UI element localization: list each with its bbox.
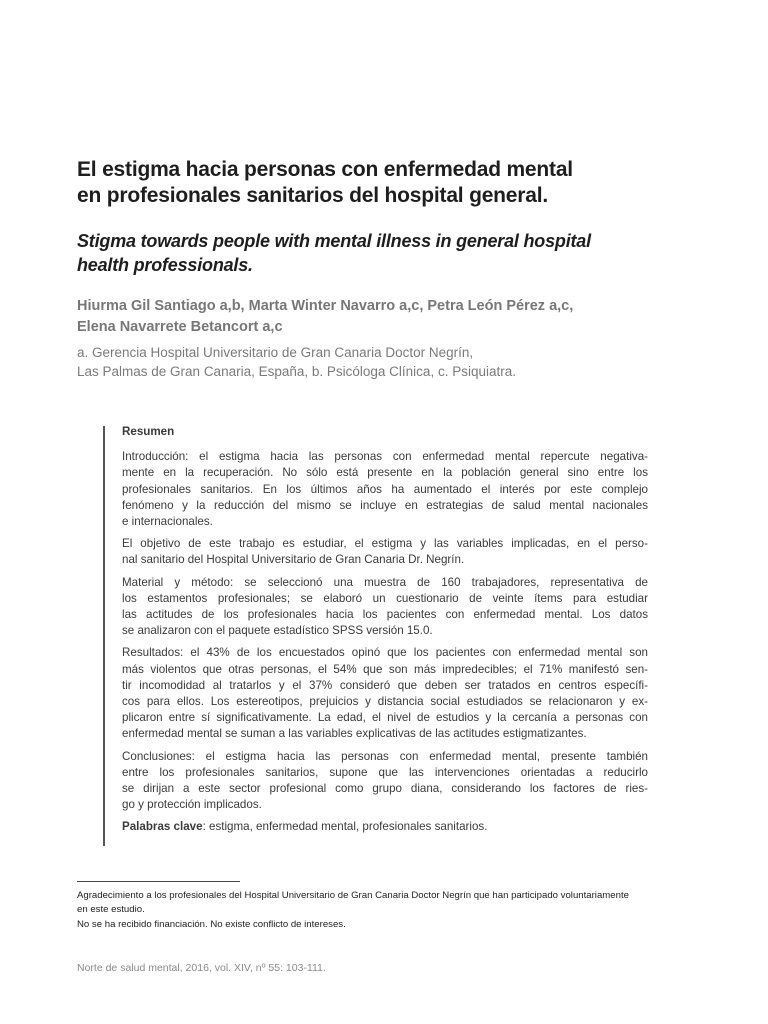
acknowledgement-note (77, 889, 727, 916)
affiliations (77, 343, 717, 381)
abstract-line: entre los profesionales sanitarios, supone que las intervenciones orientadas a reducirlo (122, 765, 648, 779)
footnote-line: en este estudio. (77, 903, 145, 915)
abstract-line: go y protección implicados. (122, 798, 262, 812)
abstract-line: fenómeno y la reducción del mismo se incluye en estrategias de salud mental nacionales (122, 498, 648, 512)
affiliation-line: a. Gerencia Hospital Universitario de Gran Canaria Doctor Negrín, (77, 345, 474, 360)
author-list (77, 296, 717, 338)
title-english-line: Stigma towards people with mental illness in general hospital (77, 231, 591, 251)
abstract-side-rule (103, 426, 105, 846)
title-spanish-line: en profesionales sanitarios del hospital general. (77, 184, 549, 207)
abstract-line: los estamentos profesionales; se elaboró un cuestionario de veinte ítems para estudiar (122, 591, 648, 605)
abstract-keywords (122, 819, 648, 835)
title-english-line: health professionals. (77, 255, 253, 275)
abstract-line: El objetivo de este trabajo es estudiar, el estigma y las variables implicadas, en el perso- (122, 537, 648, 551)
abstract-results (122, 645, 648, 742)
abstract-conclusions (122, 749, 648, 814)
abstract-line: se analizaron con el paquete estadístico SPSS versión 15.0. (122, 624, 433, 638)
keywords-text: : estigma, enfermedad mental, profesionales sanitarios. (202, 820, 488, 834)
affiliation-line: Las Palmas de Gran Canaria, España, b. Psicóloga Clínica, c. Psiquiatra. (77, 364, 516, 379)
article-title-english (77, 229, 697, 277)
abstract-methods (122, 575, 648, 640)
abstract-line: se dirijan a este sector profesional como grupo diana, considerando los factores de ries- (122, 782, 648, 796)
article-title-spanish (77, 157, 697, 209)
abstract-line: más violentos que otras personas, el 54% que son más impredecibles; el 71% manifestó sen- (122, 662, 648, 676)
abstract-introduction (122, 449, 648, 530)
abstract-line: profesionales sanitarios. En los últimos años ha aumentado el interés por este complejo (122, 482, 648, 496)
abstract-line: e internacionales. (122, 515, 213, 529)
author-line: Elena Navarrete Betancort a,c (77, 319, 283, 335)
footnote-rule (77, 881, 240, 882)
abstract-block (122, 424, 648, 842)
abstract-line: cos para ellos. Los estereotipos, prejuicios y distancia social estudiados se relacionaron y ex- (122, 695, 648, 709)
keywords-label: Palabras clave (122, 820, 203, 834)
abstract-objective (122, 536, 648, 568)
footnote-line: Agradecimiento a los profesionales del Hospital Universitario de Gran Canaria Doctor Negrín que han participado voluntariamente (77, 890, 629, 901)
abstract-line: Resultados: el 43% de los encuestados opinó que los pacientes con enfermedad mental son (122, 646, 648, 660)
abstract-line: las actitudes de los profesionales hacia los pacientes con enfermedad mental. Los datos (122, 608, 648, 622)
abstract-line: Conclusiones: el estigma hacia las personas con enfermedad mental, presente también (122, 749, 648, 763)
funding-note (77, 918, 727, 932)
title-spanish-line: El estigma hacia personas con enfermedad mental (77, 158, 573, 181)
footnote-line: No se ha recibido financiación. No existe conflicto de intereses. (77, 919, 346, 931)
footnotes (77, 889, 727, 934)
abstract-line: tir incomodidad al tratarlos y el 37% consideró que deben ser tratados en centros específi- (122, 678, 648, 692)
abstract-line: nal sanitario del Hospital Universitario de Gran Canaria Dr. Negrín. (122, 553, 465, 567)
abstract-line: Introducción: el estigma hacia las personas con enfermedad mental repercute negativa- (122, 450, 648, 464)
author-line: Hiurma Gil Santiago a,b, Marta Winter Navarro a,c, Petra León Pérez a,c, (77, 298, 574, 314)
abstract-line: enfermedad mental se suman a las variables explicativas de las actitudes estigmatizantes. (122, 727, 587, 741)
abstract-line: Material y método: se seleccionó una muestra de 160 trabajadores, representativa de (122, 575, 648, 589)
abstract-line: plicaron entre sí significativamente. La edad, el nivel de estudios y la cercanía a personas con (122, 711, 648, 725)
journal-reference: Norte de salud mental, 2016, vol. XIV, nº 55: 103-111. (77, 962, 326, 974)
abstract-line: mente en la recuperación. No sólo está presente en la población general sino entre los (122, 466, 648, 480)
abstract-heading: Resumen (122, 425, 175, 438)
